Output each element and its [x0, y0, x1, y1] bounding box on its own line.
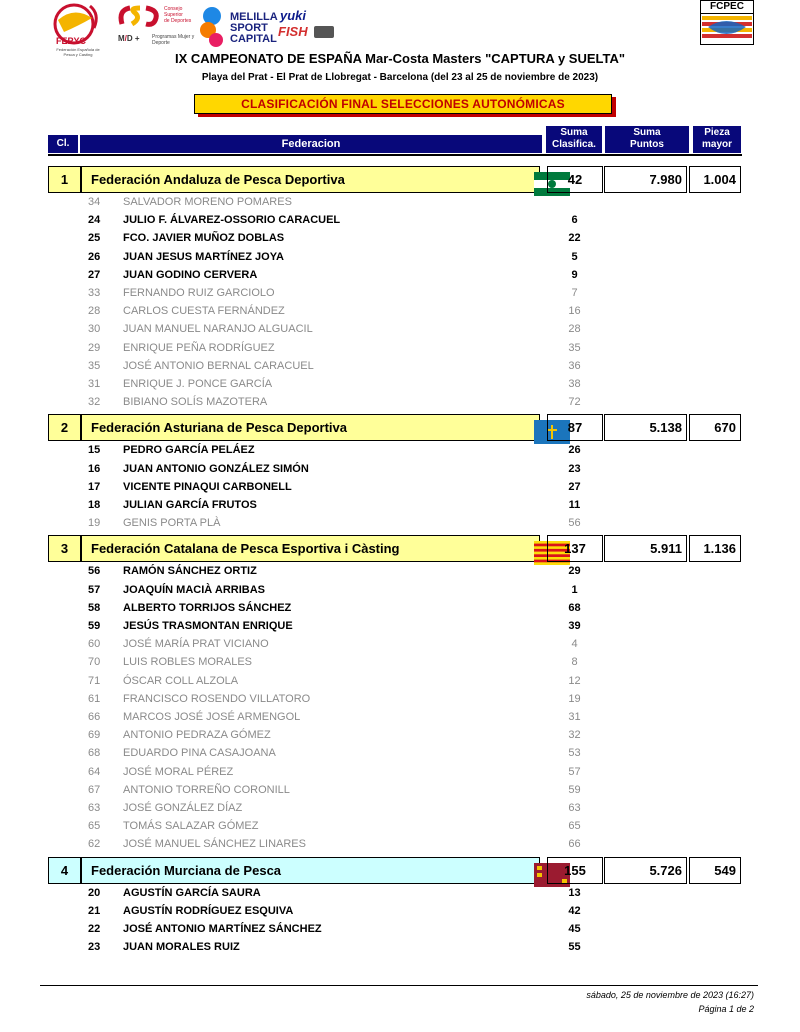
- participant-row: [48, 938, 648, 956]
- participant-number: 60: [88, 638, 101, 651]
- participant-points: 68: [568, 601, 581, 614]
- team-pieza-mayor: 549: [689, 857, 741, 884]
- participant-row: [48, 375, 648, 393]
- participant-name: JOSÉ ANTONIO MARTÍNEZ SÁNCHEZ: [123, 923, 322, 935]
- participant-name: ANTONIO PEDRAZA GÓMEZ: [123, 729, 271, 742]
- event-title: IX CAMPEONATO DE ESPAÑA Mar-Costa Masters "CAPTURA y SUELTA": [174, 51, 626, 66]
- participant-points: 63: [568, 802, 581, 814]
- participant-row: [48, 284, 648, 302]
- participant-name: LUIS ROBLES MORALES: [123, 656, 252, 669]
- participant-name: JOSÉ MANUEL SÁNCHEZ LINARES: [123, 838, 306, 851]
- participant-row: [48, 920, 648, 938]
- participant-name: AGUSTÍN GARCÍA SAURA: [123, 886, 261, 899]
- team-name: [81, 414, 540, 441]
- team-pieza-mayor: 1.136: [689, 535, 741, 562]
- participant-points: 27: [568, 480, 581, 493]
- participant-points: 4: [571, 638, 578, 651]
- participant-name: SALVADOR MORENO POMARES: [123, 196, 292, 208]
- participant-number: 64: [88, 765, 101, 778]
- participant-row: [48, 763, 648, 781]
- participant-points: 31: [568, 711, 581, 723]
- participant-points: 23: [568, 462, 581, 475]
- participant-number: 24: [88, 214, 101, 227]
- column-header-pieza-mayor-line-1: Pieza: [704, 127, 730, 138]
- participant-row: [48, 229, 648, 247]
- team-name-text: Federación Catalana de Pesca Esportiva i Càsting: [91, 541, 400, 557]
- participant-points: 7: [571, 287, 578, 299]
- participant-points: 59: [568, 783, 581, 796]
- participant-row: [48, 211, 648, 229]
- csd-line-2: Superior: [164, 12, 183, 18]
- participant-row: [48, 193, 648, 211]
- participant-number: 17: [88, 480, 101, 493]
- team-suma-clasifica: 137: [547, 535, 603, 562]
- team-rank: 3: [48, 535, 81, 562]
- team-suma-puntos: 5.726: [604, 857, 687, 884]
- participant-points: 1: [571, 583, 578, 596]
- participant-row: [48, 562, 648, 580]
- team-rank: 2: [48, 414, 81, 441]
- team-pieza-mayor: 670: [689, 414, 741, 441]
- participant-number: 19: [88, 517, 101, 530]
- team-suma-clasifica: 155: [547, 857, 603, 884]
- team-name: [81, 857, 540, 884]
- participant-points: 72: [568, 396, 581, 409]
- participant-row: [48, 708, 648, 726]
- team-suma-puntos: 5.138: [604, 414, 687, 441]
- participant-name: JUAN ANTONIO GONZÁLEZ SIMÓN: [123, 462, 309, 475]
- participant-name: ALBERTO TORRIJOS SÁNCHEZ: [123, 601, 292, 614]
- participant-row: [48, 441, 648, 459]
- participant-row: [48, 302, 648, 320]
- fepyc-logo-text: FEPYC: [56, 36, 87, 46]
- participant-row: [48, 460, 648, 478]
- participant-number: 59: [88, 620, 101, 632]
- team-rank: 1: [48, 166, 81, 193]
- participant-name: RAMÓN SÁNCHEZ ORTIZ: [123, 565, 257, 578]
- participant-number: 62: [88, 838, 101, 851]
- team-row: [48, 166, 742, 192]
- participant-name: JUAN MANUEL NARANJO ALGUACIL: [123, 323, 313, 336]
- participant-name: JUAN JESUS MARTÍNEZ JOYA: [123, 250, 284, 263]
- participant-name: TOMÁS SALAZAR GÓMEZ: [123, 820, 259, 833]
- participant-points: 42: [568, 904, 581, 917]
- participant-name: AGUSTÍN RODRÍGUEZ ESQUIVA: [123, 904, 294, 917]
- participant-row: [48, 817, 648, 835]
- column-header-suma-puntos-line-1: Suma: [633, 127, 661, 138]
- team-name-text: Federación Murciana de Pesca: [91, 862, 282, 878]
- participant-points: 36: [568, 359, 581, 372]
- csd-program-text: Programas Mujer y Deporte: [152, 34, 195, 46]
- team-name-text: Federación Asturiana de Pesca Deportiva: [91, 420, 348, 436]
- participant-points: 32: [568, 729, 581, 742]
- participant-name: VICENTE PINAQUI CARBONELL: [123, 480, 292, 493]
- participant-name: MARCOS JOSÉ JOSÉ ARMENGOL: [123, 711, 301, 723]
- participant-name: JOSÉ MORAL PÉREZ: [123, 765, 234, 778]
- participant-number: 20: [88, 886, 101, 899]
- participant-row: [48, 884, 648, 902]
- participant-number: 58: [88, 601, 101, 614]
- team-suma-clasifica: 42: [547, 166, 603, 193]
- participant-number: 57: [88, 583, 101, 596]
- participant-points: 19: [568, 692, 581, 705]
- team-row: [48, 535, 742, 561]
- participant-name: ÓSCAR COLL ALZOLA: [123, 674, 239, 687]
- participant-number: 68: [88, 747, 101, 760]
- participant-name: FCO. JAVIER MUÑOZ DOBLAS: [123, 232, 285, 245]
- participant-number: 63: [88, 802, 101, 814]
- participant-row: [48, 393, 648, 411]
- event-subtitle: Playa del Prat - El Prat de Llobregat - Barcelona (del 23 al 25 de noviembre de 2023): [201, 72, 599, 83]
- participant-row: [48, 902, 648, 920]
- participant-points: 39: [568, 620, 581, 632]
- participant-name: GENIS PORTA PLÀ: [123, 517, 221, 530]
- fepyc-logo-subtext: Federación Española de Pesca y Casting: [56, 47, 100, 57]
- team-rank: 4: [48, 857, 81, 884]
- participant-row: [48, 726, 648, 744]
- column-header-federacion: Federacion: [80, 135, 542, 153]
- participant-points: 53: [568, 747, 581, 760]
- column-header-suma-clasifica-line-2: Clasifica.: [552, 139, 596, 150]
- participant-points: 8: [571, 656, 578, 669]
- participant-row: [48, 266, 648, 284]
- participant-number: 26: [88, 250, 101, 263]
- participant-number: 33: [88, 287, 101, 299]
- classification-banner: CLASIFICACIÓN FINAL SELECCIONES AUTONÓMICAS: [194, 94, 612, 114]
- participant-row: [48, 581, 648, 599]
- column-header-pieza-mayor-line-2: mayor: [701, 139, 732, 150]
- participant-points: 16: [568, 305, 581, 318]
- participant-row: [48, 514, 648, 532]
- participant-number: 70: [88, 656, 101, 669]
- participant-row: [48, 320, 648, 338]
- participant-number: 15: [88, 444, 101, 457]
- participant-points: 9: [571, 268, 578, 281]
- participant-row: [48, 357, 648, 375]
- participant-number: 34: [88, 196, 101, 208]
- team-name: [81, 535, 540, 562]
- participant-points: 29: [568, 565, 581, 578]
- participant-row: [48, 248, 648, 266]
- participant-points: 6: [571, 214, 578, 227]
- participant-number: 65: [88, 820, 101, 833]
- participant-name: JUAN MORALES RUIZ: [123, 941, 240, 954]
- participant-row: [48, 781, 648, 799]
- participant-number: 56: [88, 565, 101, 578]
- fish-text: FISH: [278, 24, 308, 39]
- participant-name: ENRIQUE J. PONCE GARCÍA: [123, 378, 273, 390]
- team-row: [48, 857, 742, 883]
- melilla-line-2: SPORT: [230, 22, 268, 34]
- participant-points: 11: [568, 499, 581, 511]
- participant-name: JOSÉ MARÍA PRAT VICIANO: [123, 638, 269, 651]
- participant-points: 28: [568, 323, 581, 336]
- team-pieza-mayor: 1.004: [689, 166, 741, 193]
- team-name-text: Federación Andaluza de Pesca Deportiva: [91, 172, 345, 187]
- participant-number: 21: [88, 904, 101, 917]
- melilla-line-3: CAPITAL: [230, 33, 277, 45]
- column-header-cl: Cl.: [48, 135, 78, 153]
- participant-number: 61: [88, 692, 101, 705]
- participant-number: 35: [88, 359, 101, 372]
- participant-row: [48, 599, 648, 617]
- participant-number: 66: [88, 711, 101, 723]
- team-row: [48, 414, 742, 440]
- participant-name: FRANCISCO ROSENDO VILLATORO: [123, 692, 311, 705]
- csd-line-1: Consejo: [164, 6, 183, 12]
- participant-number: 29: [88, 341, 101, 354]
- participant-name: ENRIQUE PEÑA RODRÍGUEZ: [123, 341, 275, 354]
- participant-points: 56: [568, 517, 581, 530]
- participant-row: [48, 496, 648, 514]
- participant-number: 18: [88, 499, 101, 511]
- participant-points: 65: [568, 820, 581, 833]
- participant-number: 31: [88, 378, 101, 390]
- participant-number: 30: [88, 323, 101, 336]
- participant-points: 26: [568, 444, 581, 457]
- participant-name: CARLOS CUESTA FERNÁNDEZ: [123, 305, 285, 318]
- team-name: [81, 166, 540, 193]
- participant-name: BIBIANO SOLÍS MAZOTERA: [123, 396, 268, 409]
- participant-number: 16: [88, 462, 101, 475]
- participant-number: 32: [88, 396, 101, 409]
- footer-date: sábado, 25 de noviembre de 2023 (16:27): [586, 990, 754, 1000]
- participant-points: 13: [568, 886, 581, 899]
- participant-name: PEDRO GARCÍA PELÁEZ: [123, 444, 255, 457]
- csd-md-mark: M/D +: [118, 34, 140, 43]
- participant-number: 67: [88, 783, 101, 796]
- footer-rule: [40, 985, 758, 986]
- participant-name: JUAN GODINO CERVERA: [123, 268, 258, 281]
- participant-points: 22: [568, 232, 581, 245]
- participant-points: 45: [568, 923, 581, 935]
- participant-row: [48, 478, 648, 496]
- participant-points: 35: [568, 341, 581, 354]
- participant-number: 23: [88, 941, 101, 954]
- participant-row: [48, 835, 648, 853]
- participant-row: [48, 617, 648, 635]
- participant-points: 55: [568, 941, 581, 954]
- participant-row: [48, 799, 648, 817]
- participant-name: JOSÉ GONZÁLEZ DÍAZ: [123, 802, 243, 814]
- melilla-line-1: MELILLA: [230, 11, 278, 23]
- participant-number: 69: [88, 729, 101, 742]
- column-header-suma-clasifica-line-1: Suma: [560, 127, 588, 138]
- participant-number: 71: [88, 674, 101, 687]
- participant-points: 5: [571, 250, 578, 263]
- participant-name: ANTONIO TORREÑO CORONILL: [123, 783, 290, 796]
- participant-name: JESÚS TRASMONTAN ENRIQUE: [123, 620, 293, 632]
- participant-points: 66: [568, 838, 581, 851]
- column-header-suma-puntos-line-2: Puntos: [630, 139, 664, 150]
- yuki-text: yuki: [280, 8, 307, 23]
- csd-line-3: de Deportes: [164, 18, 192, 24]
- participant-name: JOSÉ ANTONIO BERNAL CARACUEL: [123, 359, 314, 372]
- participant-row: [48, 672, 648, 690]
- participant-points: 38: [568, 378, 581, 390]
- participant-number: 25: [88, 232, 101, 245]
- participant-row: [48, 653, 648, 671]
- team-suma-puntos: 7.980: [604, 166, 687, 193]
- participant-number: 28: [88, 305, 101, 318]
- participant-name: JOAQUÍN MACIÀ ARRIBAS: [123, 583, 265, 596]
- participant-name: JULIO F. ÁLVAREZ-OSSORIO CARACUEL: [123, 214, 341, 227]
- participant-number: 27: [88, 268, 101, 281]
- participant-row: [48, 690, 648, 708]
- team-suma-puntos: 5.911: [604, 535, 687, 562]
- participant-number: 22: [88, 923, 101, 935]
- participant-points: 12: [568, 674, 581, 687]
- footer-page: Página 1 de 2: [698, 1004, 754, 1014]
- participant-row: [48, 339, 648, 357]
- participant-name: FERNANDO RUIZ GARCIOLO: [123, 287, 275, 299]
- participant-name: JULIAN GARCÍA FRUTOS: [123, 499, 257, 511]
- fcpec-logo-text: FCPEC: [700, 0, 754, 14]
- participant-name: EDUARDO PINA CASAJOANA: [123, 747, 276, 760]
- participant-points: 57: [568, 765, 581, 778]
- team-suma-clasifica: 87: [547, 414, 603, 441]
- participant-row: [48, 635, 648, 653]
- participant-row: [48, 744, 648, 762]
